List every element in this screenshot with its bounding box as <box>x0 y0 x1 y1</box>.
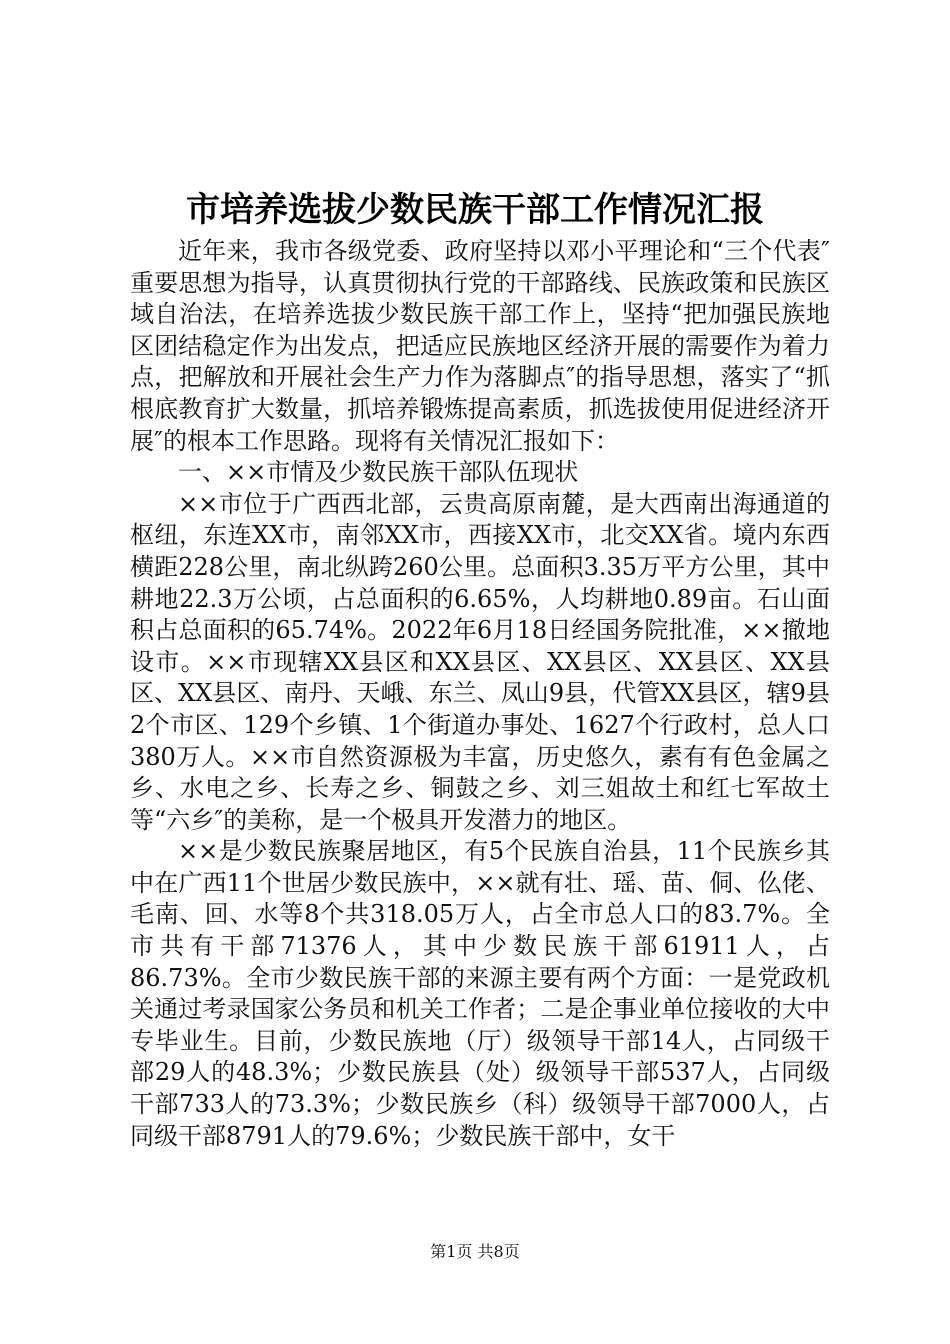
document-body <box>130 236 830 1152</box>
paragraph-city-overview: ××市位于广西西北部，云贵高原南麓，是大西南出海通道的枢纽，东连XX市，南邻XX市，西接XX市，北交XX省。境内东西横距228公里，南北纵跨260公里。总面积3.35万平方公里，其中耕地22.3万公顷，占总面积的6.65%，人均耕地0.89亩。石山面积占总面积的65.74%。2022年6月18日经国务院批准，××撤地设市。××市现辖XX县区和XX县区、XX县区、XX县区、XX县区、XX县区、南丹、天峨、东兰、凤山9县，代管XX县区，辖9县2个市区、129个乡镇、1个街道办事处、1627个行政村，总人口380万人。××市自然资源极为丰富，历史悠久，素有有色金属之乡、水电之乡、长寿之乡、铜鼓之乡、刘三姐故土和红七军故土等“六乡″的美称，是一个极具开发潜力的地区。 <box>130 489 830 834</box>
paragraph-intro: 近年来，我市各级党委、政府坚持以邓小平理论和“三个代表″重要思想为指导，认真贯彻执行党的干部路线、民族政策和民族区域自治法，在培养选拔少数民族干部工作上，坚持“把加强民族地区团结稳定作为出发点，把适应民族地区经济开展的需要作为着力点，把解放和开展社会生产力作为落脚点″的指导思想，落实了“抓根底教育扩大数量，抓培养锻炼提高素质，抓选拔使用促进经济开展″的根本工作思路。现将有关情况汇报如下： <box>130 237 830 455</box>
document-title: 市培养选拔少数民族干部工作情况汇报 <box>186 190 764 230</box>
section-heading: 一、××市情及少数民族干部队伍现状 <box>178 458 579 487</box>
paragraph-ethnic-cadres: ××是少数民族聚居地区，有5个民族自治县，11个民族乡其中在广西11个世居少数民族中，××就有壮、瑶、苗、侗、仫佬、毛南、回、水等8个共318.05万人，占全市总人口的83.7%。全市共有干部71376人，其中少数民族干部61911人，占86.73%。全市少数民族干部的来源主要有两个方面：一是党政机关通过考录国家公务员和机关工作者；二是企事业单位接收的大中专毕业生。目前，少数民族地（厅）级领导干部14人，占同级干部29人的48.3%；少数民族县（处）级领导干部537人，占同级干部733人的73.3%；少数民族乡（科）级领导干部7000人，占同级干部8791人的79.6%；少数民族干部中，女干 <box>130 837 830 1150</box>
page-footer: 第1页 共8页 <box>430 1242 520 1261</box>
